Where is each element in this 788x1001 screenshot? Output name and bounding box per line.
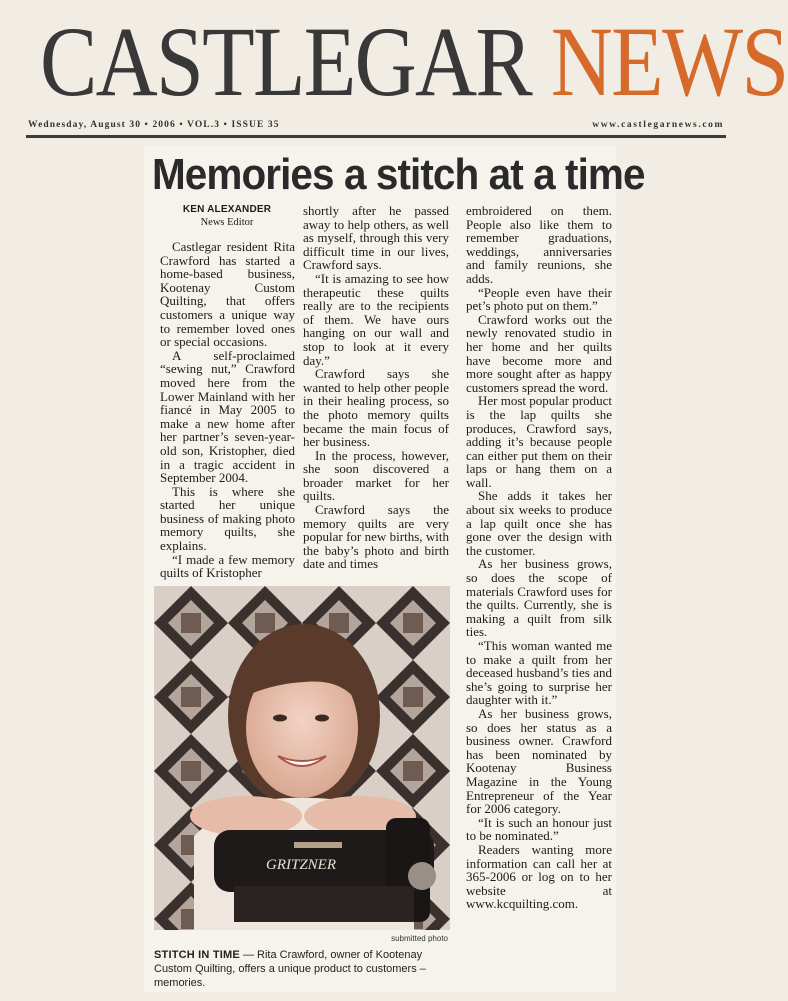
paragraph: As her business grows, so does the scope of materials Crawford uses for the quilts. Currently, she is making a quilt from silk ties. <box>466 556 612 640</box>
website-url: www.castlegarnews.com <box>592 120 724 130</box>
byline <box>160 204 294 228</box>
paragraph: She adds it takes her about six weeks to produce a lap quilt once she has gone over the design with the customer. <box>466 488 612 558</box>
paragraph: “It is such an honour just to be nominated.” <box>466 814 612 844</box>
article-photo <box>154 586 450 930</box>
masthead-title-news: NEWS <box>550 6 788 117</box>
byline-name: KEN ALEXANDER <box>182 204 272 215</box>
paragraph: “This woman wanted me to make a quilt from her deceased husband’s ties and she’s going to surprise her daughter with it.” <box>466 638 612 708</box>
paragraph: “People even have their pet’s photo put on them.” <box>466 284 612 314</box>
byline-role: News Editor <box>200 217 254 228</box>
photo-credit: submitted photo <box>391 934 448 943</box>
quilt-photo-illustration <box>154 586 450 930</box>
masthead-rule <box>26 135 726 138</box>
paragraph: In the process, however, she soon discovered a broader market for her quilts. <box>303 447 449 504</box>
paragraph: “It is amazing to see how therapeutic these quilts really are to the recipients of them. We have ours hanging on our wall and stop to look at it every day.” <box>303 270 449 368</box>
paragraph: A self-proclaimed “sewing nut,” Crawford moved here from the Lower Mainland with her fiancé in May 2005 to make a new home after her partner’s seven-year-old son, Kristopher, died in a tragic accident in September 2004. <box>160 347 295 486</box>
paragraph: As her business grows, so does her status as a business owner. Crawford has been nominated by Kootenay Business Magazine in the Young Entrepreneur of the Year for 2006 category. <box>466 705 612 817</box>
masthead <box>40 2 788 117</box>
photo-caption <box>154 948 450 990</box>
masthead-title-main: CASTLEGAR <box>40 6 531 117</box>
article-column-3 <box>466 204 612 911</box>
machine-brand-text: GRITZNER <box>266 857 337 873</box>
paragraph: Crawford says she wanted to help other people in their healing process, so the photo memory quilts became the main focus of her business. <box>303 366 449 450</box>
paragraph: embroidered on them. People also like them to remember graduations, weddings, anniversaries and family reunions, she adds. <box>466 203 612 286</box>
paragraph: Crawford says the memory quilts are very popular for new births, with the baby’s photo and birth date and times <box>303 502 449 572</box>
paragraph: This is where she started her unique business of making photo memory quilts, she explains. <box>160 483 295 554</box>
dateline: Wednesday, August 30 • 2006 • VOL.3 • ISSUE 35 <box>28 120 280 130</box>
paragraph: Her most popular product is the lap quilts she produces, Crawford says, adding it’s because people can either put them on their laps or hang them on a wall. <box>466 393 612 490</box>
masthead-title <box>40 8 788 116</box>
paragraph: “I made a few memory quilts of Kristopher <box>160 551 295 581</box>
paragraph: shortly after he passed away to help others, as well as myself, through this very difficult time in our lives, Crawford says. <box>303 203 449 273</box>
article-headline: Memories a stitch at a time <box>152 150 645 199</box>
paragraph: Crawford works out the newly renovated studio in her home and her quilts have become more and more sought after as happy customers spread the word. <box>466 311 612 395</box>
caption-text: — Rita Crawford, owner of Kootenay Custom Quilting, offers a unique product to customers – memories. <box>154 949 426 989</box>
article-column-2 <box>303 204 449 571</box>
paragraph: Castlegar resident Rita Crawford has started a home-based business, Kootenay Custom Quilting, that offers customers a unique way to remember loved ones or special occasions. <box>160 239 295 350</box>
paragraph: Readers wanting more information can call her at 365-2006 or log on to her website at www.kcquilting.com. <box>466 841 612 912</box>
article-column-1 <box>160 240 295 580</box>
caption-lead: STITCH IN TIME <box>154 949 240 961</box>
